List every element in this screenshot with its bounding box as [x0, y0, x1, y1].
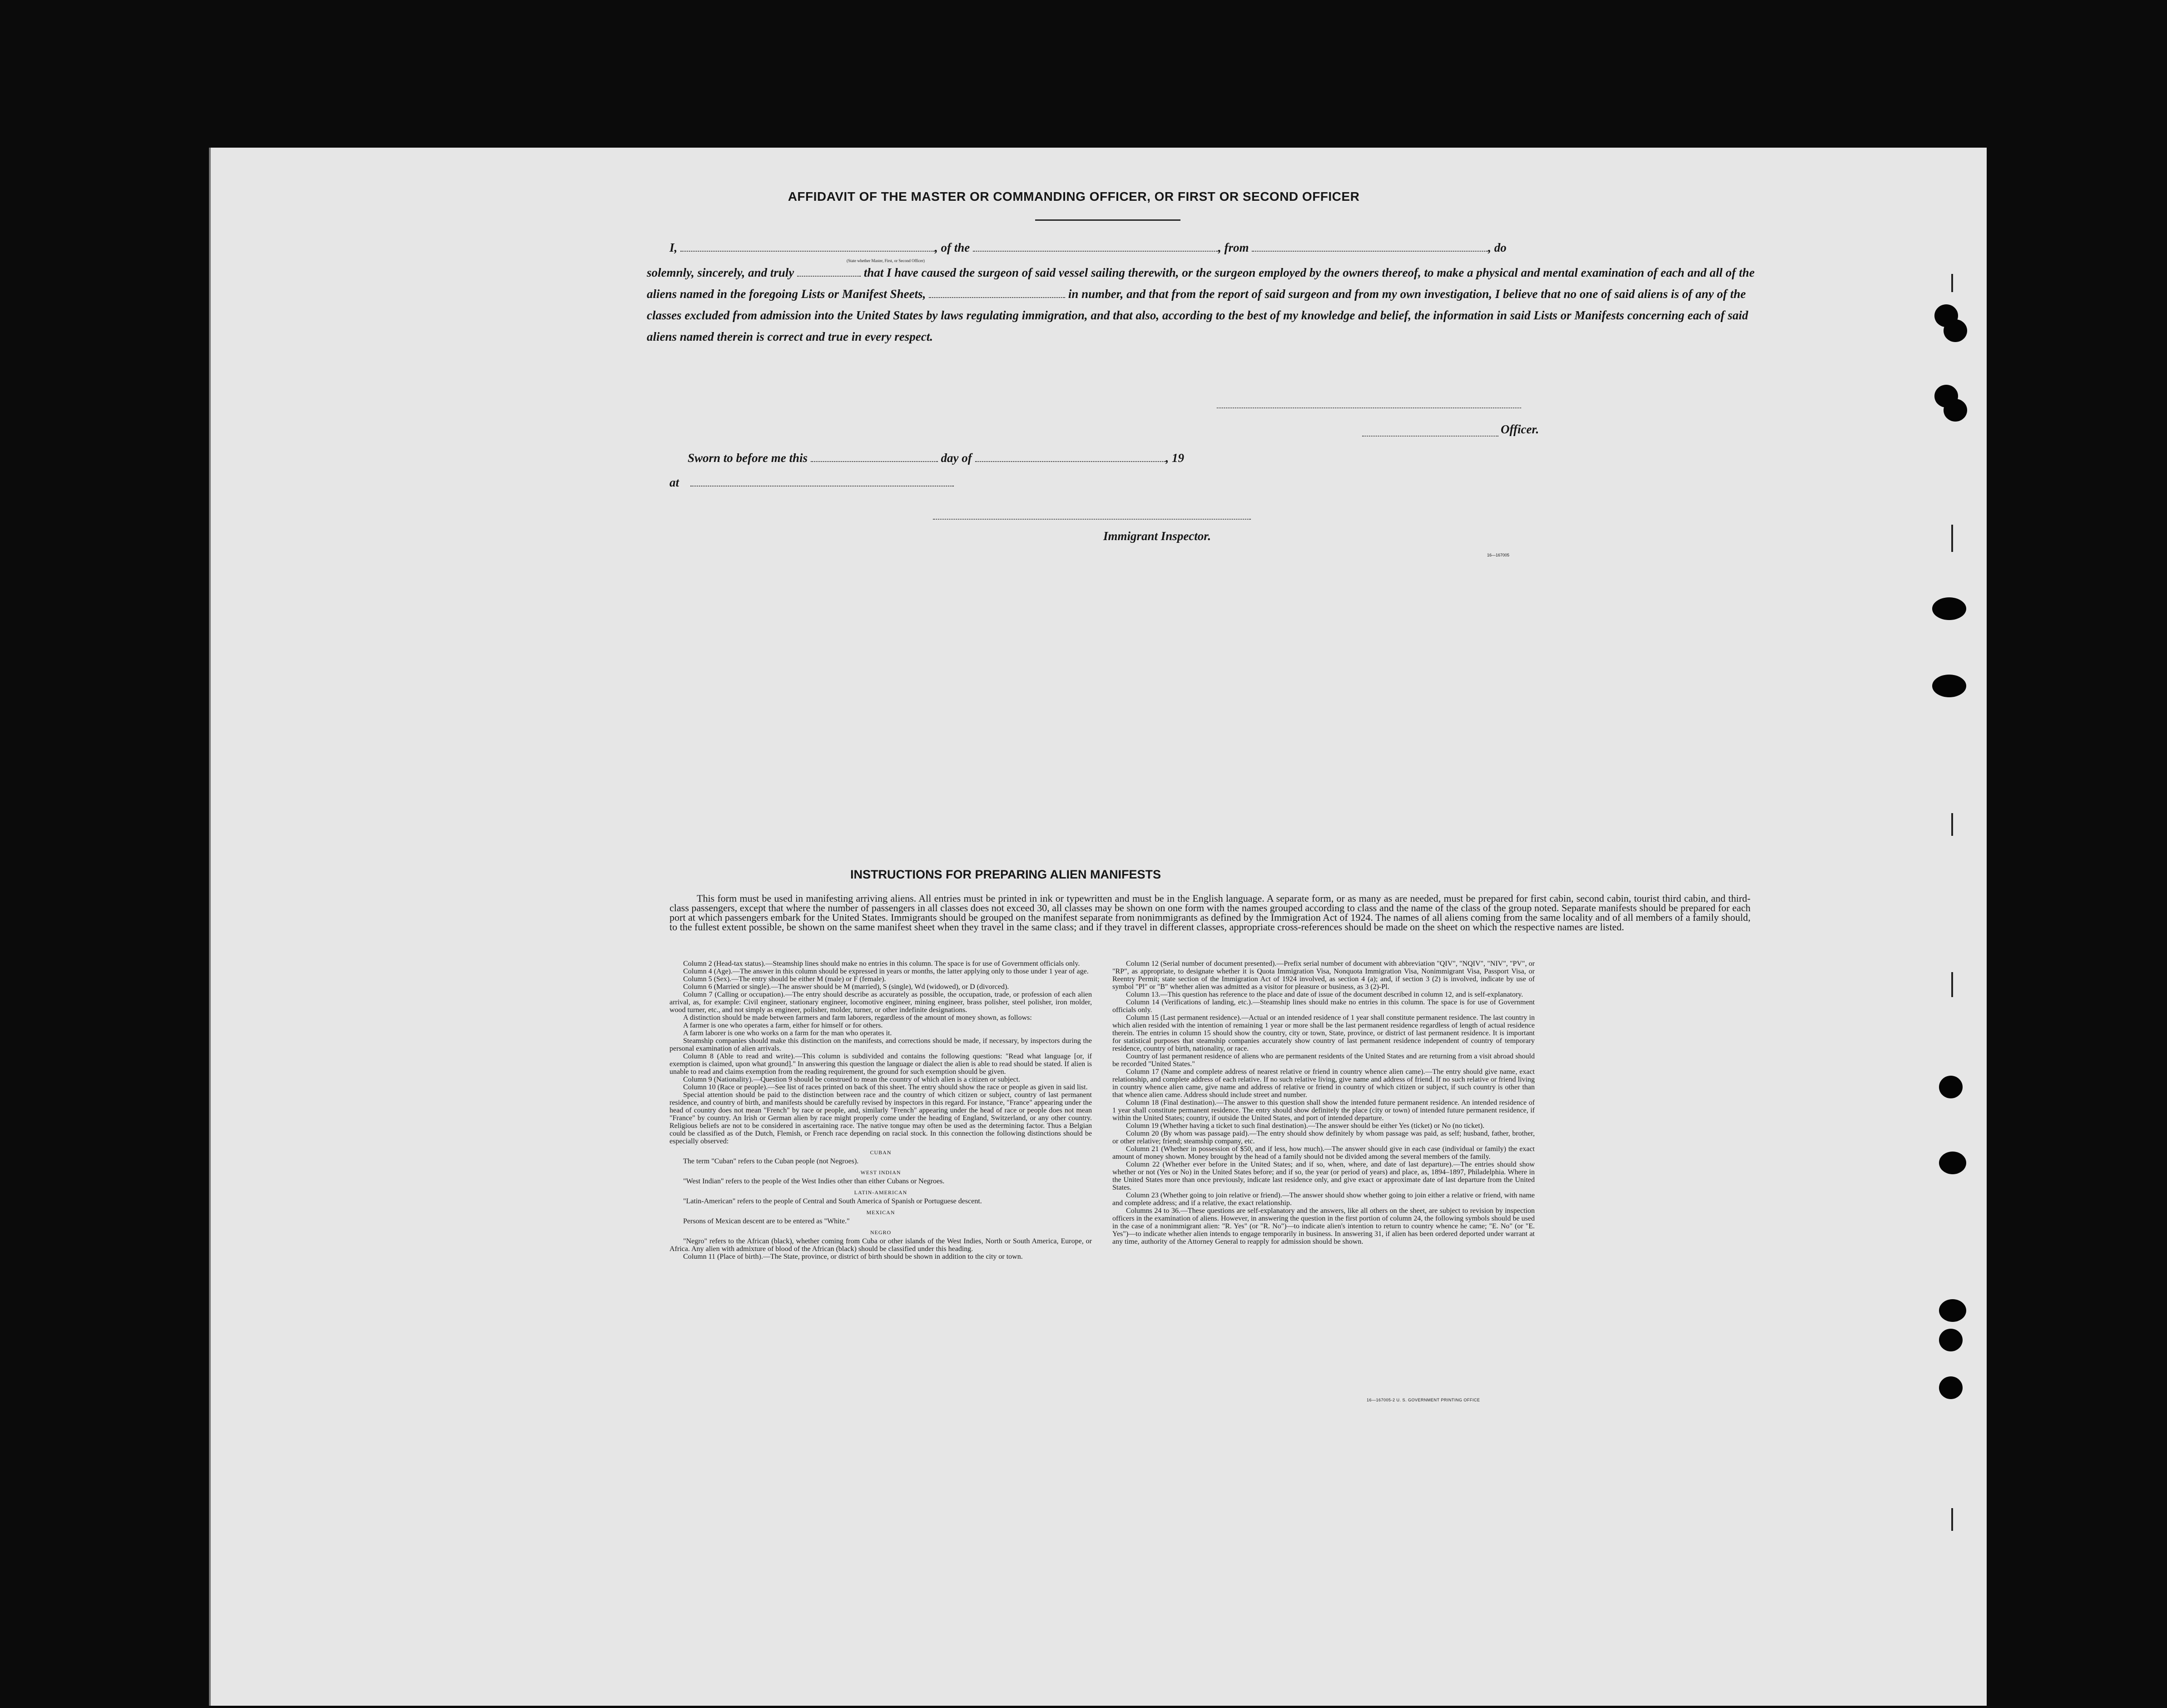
title-divider: [1035, 219, 1180, 221]
instruction-paragraph: Column 5 (Sex).—The entry should be either M (male) or F (female).: [683, 975, 886, 983]
instruction-paragraph: A farm laborer is one who works on a farm for the man who operates it.: [683, 1029, 892, 1037]
inspector-label: Immigrant Inspector.: [1103, 529, 1211, 543]
instruction-paragraph: A distinction should be made between farmers and farm laborers, regardless of the amount of money shown, as follows:: [683, 1014, 1032, 1022]
vessel-name-field[interactable]: [973, 242, 1218, 252]
instruction-paragraph: Column 14 (Verifications of landing, etc.).—Steamship lines should make no entries in this column. The space is for use of Government officials only.: [1112, 998, 1535, 1014]
instruction-paragraph: Column 20 (By whom was passage paid).—The entry should show definitely by whom passage was paid, as self; husband, father, brother, or other relative; friend; steamship company, etc.: [1112, 1130, 1535, 1145]
race-definition: "Negro" refers to the African (black), whether coming from Cuba or other islands of the West Indies, North or South America, Europe, or Africa. Any alien with admixture of blood of the African (black) should be classified under this heading.: [669, 1237, 1092, 1253]
race-heading: LATIN-AMERICAN: [854, 1189, 907, 1196]
race-heading: MEXICAN: [866, 1209, 895, 1216]
of-the-label: , of the: [935, 241, 970, 254]
instruction-paragraph: Column 6 (Married or single).—The answer should be M (married), S (single), Wd (widowed), or D (divorced).: [683, 983, 1009, 991]
port-from-field[interactable]: [1252, 242, 1488, 252]
instruction-paragraph: Column 4 (Age).—The answer in this column should be expressed in years or months, the latter applying only to those under 1 year of age.: [683, 968, 1089, 975]
instruction-paragraph: Column 11 (Place of birth).—The State, province, or district of birth should be shown in addition to the city or town.: [683, 1253, 1023, 1261]
punch-hole: [1944, 319, 1967, 342]
sworn-line: [688, 451, 1324, 465]
instruction-paragraph: Column 17 (Name and complete address of nearest relative or friend in country whence alien came).—The entry should give name, exact relationship, and complete address of each relative. If no such relative living, give name and address of friend. If no such relative or friend living in country whence alien came, give name and address of relative or friend in country of which citizen or subject, if such country is other than that whence alien came. Address should include street and number.: [1112, 1068, 1535, 1099]
number-of-aliens-field[interactable]: [929, 288, 1065, 298]
instruction-paragraph: Column 22 (Whether ever before in the United States; and if so, when, where, and date of last departure).—The entries should show whether or not (Yes or No) in the United States before; and if so, the year (or period of years) and place, as, 1894–1897, Philadelphia. Where in the United States more than once previously, indicate last residence only, and give exact or approximate date of last departure from the United States.: [1112, 1161, 1535, 1192]
blank-field: [797, 267, 861, 277]
race-definition: "Latin-American" refers to the people of Central and South America of Spanish or Portuguese descent.: [683, 1197, 982, 1205]
sworn-label: Sworn to before me this: [688, 451, 808, 465]
instruction-paragraph: Column 10 (Race or people).—See list of races printed on back of this sheet. The entry should show the race or people as given in said list.: [683, 1083, 1088, 1091]
race-heading: CUBAN: [870, 1149, 892, 1156]
instruction-paragraph: Column 23 (Whether going to join relative or friend).—The answer should show whether going to join either a relative or friend, with name and complete address; and if a relative, the exact relationship.: [1112, 1192, 1535, 1207]
instruction-paragraph: Column 8 (Able to read and write).—This column is subdivided and contains the following questions: "Read what language [or, if exemption is claimed, upon what ground]." In answering this question the language or dialect the alien is able to read should be stated. If alien is unable to read and claims exemption from the reading requirement, the ground for such exemption should be given.: [669, 1053, 1092, 1076]
signature-line[interactable]: [1217, 407, 1521, 408]
affidavit-body-1: solemnly, sincerely, and truly: [647, 266, 794, 279]
edge-mark: [1951, 1508, 1953, 1531]
punch-hole: [1932, 675, 1966, 697]
from-label: , from: [1218, 241, 1249, 254]
rank-note: (State whether Master, First, or Second Officer): [847, 258, 925, 263]
affidavit-body: [647, 262, 1755, 348]
race-definition: The term "Cuban" refers to the Cuban people (not Negroes).: [683, 1157, 859, 1165]
punch-hole: [1939, 1299, 1966, 1322]
sworn-month-field[interactable]: [975, 452, 1166, 462]
punch-hole: [1932, 597, 1966, 620]
instruction-paragraph: Country of last permanent residence of aliens who are permanent residents of the United States and are returning from a visit abroad should be recorded "United States.": [1112, 1053, 1535, 1068]
officer-rank-field[interactable]: [680, 242, 935, 252]
instructions-left-column: [669, 960, 1092, 1261]
instructions-intro: This form must be used in manifesting arriving aliens. All entries must be printed in ink or typewritten and must be in the English language. A separate form, or as many as are needed, must be prepared for first cabin, second cabin, tourist third cabin, and third-class passengers, except that where the number of passengers in all classes does not exceed 30, all classes may be shown on one form with the names grouped according to class and the name of the class of the group noted. Separate manifests should be prepared for each port at which passengers embark for the United States. Immigrants should be grouped on the manifest separate from nonimmigrants as defined by the Immigration Act of 1924. The names of all aliens coming from the same locality and of all members of a family should, to the fullest extent possible, be shown on the same manifest sheet when they travel in the same class; and if they travel in different classes, appropriate cross-references should be made on the sheet on which the respective names are listed.: [669, 893, 1750, 933]
affidavit-first-line: [669, 241, 1760, 255]
instruction-paragraph: Column 21 (Whether in possession of $50, and if less, how much).—The answer should give in each case (individual or family) the exact amount of money shown. Money brought by the head of a family should not be divided among the several members of the family.: [1112, 1145, 1535, 1161]
officer-signature-line[interactable]: [1362, 435, 1498, 437]
instruction-paragraph: Steamship companies should make this distinction on the manifests, and corrections should be made, if necessary, by inspectors during the personal examination of alien arrivals.: [669, 1037, 1092, 1053]
instruction-paragraph: Column 19 (Whether having a ticket to such final destination).—The answer should be either Yes (ticket) or No (no ticket).: [1126, 1122, 1485, 1130]
at-label: at: [669, 476, 679, 489]
instruction-paragraph: Columns 24 to 36.—These questions are self-explanatory and the answers, like all others on the sheet, are subject to revision by inspection officers in the examination of aliens. However, in answering the question in the first portion of column 24, the following symbols should be used in the case of a nonimmigrant alien: "R. Yes" (or "R. No")—to indicate alien's intention to return to country whence he came; "E. No" (or "E. Yes")—to indicate whether alien intends to engage temporarily in business. In answering 31, if alien has been ordered deported under warrant at any time, authority of the Attorney General to reapply for admission should be shown.: [1112, 1207, 1535, 1246]
punch-hole: [1939, 1329, 1963, 1351]
affidavit-body-3: in number, and that from the report of said surgeon and from my own investigation, I believe that no one of said aliens is of any of the classes excluded from admission into the United States by laws regulating immigration, and that also, according to the best of my knowledge and belief, the information in said Lists or Manifests concerning each of said aliens named therein is correct and true in every respect.: [647, 287, 1748, 343]
punch-hole: [1939, 1376, 1963, 1399]
do-label: , do: [1488, 241, 1507, 254]
instruction-paragraph: Column 13.—This question has reference to the place and date of issue of the document described in column 12, and is self-explanatory.: [1126, 991, 1523, 998]
instruction-paragraph: Column 2 (Head-tax status).—Steamship lines should make no entries in this column. The space is for use of Government officials only.: [683, 960, 1080, 968]
instruction-paragraph: Column 15 (Last permanent residence).—Actual or an intended residence of 1 year shall constitute permanent residence. The last country in which alien resided with the intention of remaining 1 year or more shall be the last permanent residence regardless of length of actual residence therein. The entries in column 15 should show the country, city or town, State, province, or district of last permanent residence. It is important for statistical purposes that steamship companies accurately show country of last permanent residence independent of country of temporary residence, country of birth, nationality, or race.: [1112, 1014, 1535, 1053]
instruction-paragraph: Column 7 (Calling or occupation).—The entry should describe as accurately as possible, the occupation, trade, or profession of each alien arrival, as, for example: Civil engineer, stationary engineer, locomotive engineer, mining engineer, brass polisher, steel polisher, iron molder, wood turner, etc., and not simply as engineer, polisher, molder, turner, or other indefinite designations.: [669, 991, 1092, 1014]
instructions-title: INSTRUCTIONS FOR PREPARING ALIEN MANIFESTS: [850, 868, 1161, 881]
at-line: [669, 476, 987, 490]
edge-mark: [1951, 274, 1953, 292]
year-label: , 19: [1165, 451, 1185, 465]
sworn-day-field[interactable]: [811, 452, 938, 462]
sworn-place-field[interactable]: [690, 477, 954, 487]
i-label: I,: [669, 241, 678, 254]
officer-label: Officer.: [1501, 422, 1539, 436]
punch-hole: [1939, 1076, 1963, 1098]
instructions-right-column: [1112, 960, 1535, 1246]
affidavit-body-2: that I have caused the surgeon of said vessel sailing therewith, or the surgeon employed by the owners thereof, to make a physical and mental examination of each and all of the aliens named in the foregoing Lists or Manifest Sheets,: [647, 266, 1755, 301]
edge-mark: [1951, 972, 1953, 997]
instruction-paragraph: Column 12 (Serial number of document presented).—Prefix serial number of document with abbreviation "QIV", "NQIV", "NIV", "PV", or "RP", as appropriate, to designate whether it is Quota Immigration Visa, Nonquota Immigration Visa, Nonimmigrant Visa, Passport Visa, or Reentry Permit; state section of the Immigration Act of 1924 involved, as section 4 (a); and, if section 3 (2) is involved, indicate by use of symbol "Pl" or "B" whether alien was admitted as a visitor for pleasure or business, as 3 (2)-Pl.: [1112, 960, 1535, 991]
race-heading: NEGRO: [870, 1229, 892, 1236]
instruction-paragraph: Special attention should be paid to the distinction between race and the country of which citizen or subject, country of last permanent residence, and country of birth, and manifests should be carefully revised by inspectors in this regard. For instance, "France" appearing under the head of country does not mean "French" by race or people, and, similarly "French" appearing under the head of race or people does not mean "France" by country. An Irish or German alien by race might properly come under the heading of England, Switzerland, or any other country. Religious beliefs are not to be considered in ascertaining race. The native tongue may often be used as the determining factor. Thus a Belgian could be classified as of the Dutch, Flemish, or French race depending on racial stock. In this connection the following distinctions should be especially observed:: [669, 1091, 1092, 1145]
instruction-paragraph: A farmer is one who operates a farm, either for himself or for others.: [683, 1022, 883, 1029]
inspector-signature-line[interactable]: [933, 518, 1251, 520]
affidavit-title: AFFIDAVIT OF THE MASTER OR COMMANDING OFFICER, OR FIRST OR SECOND OFFICER: [788, 189, 1360, 204]
edge-mark: [1951, 525, 1953, 552]
printing-office-footer: 16—167005-2 U. S. GOVERNMENT PRINTING OFFICE: [1367, 1398, 1480, 1402]
form-number: 16—167005: [1487, 553, 1510, 557]
race-heading: WEST INDIAN: [860, 1169, 901, 1176]
punch-hole: [1939, 1152, 1966, 1174]
race-definition: Persons of Mexican descent are to be entered as "White.": [683, 1217, 850, 1225]
instruction-paragraph: Column 18 (Final destination).—The answer to this question shall show the intended future permanent residence. An intended residence of 1 year shall constitute permanent residence. The entry should show definitely the place (city or town) of intended future permanent residence, if within the United States; country, if outside the United States, and port of intended departure.: [1112, 1099, 1535, 1122]
day-of-label: day of: [941, 451, 972, 465]
instruction-paragraph: Column 9 (Nationality).—Question 9 should be construed to mean the country of which alien is a citizen or subject.: [683, 1076, 1021, 1083]
race-definition: "West Indian" refers to the people of the West Indies other than either Cubans or Negroes.: [683, 1177, 945, 1185]
manifest-sheet: [209, 148, 1987, 1706]
punch-hole: [1944, 399, 1967, 422]
edge-mark: [1951, 813, 1953, 836]
